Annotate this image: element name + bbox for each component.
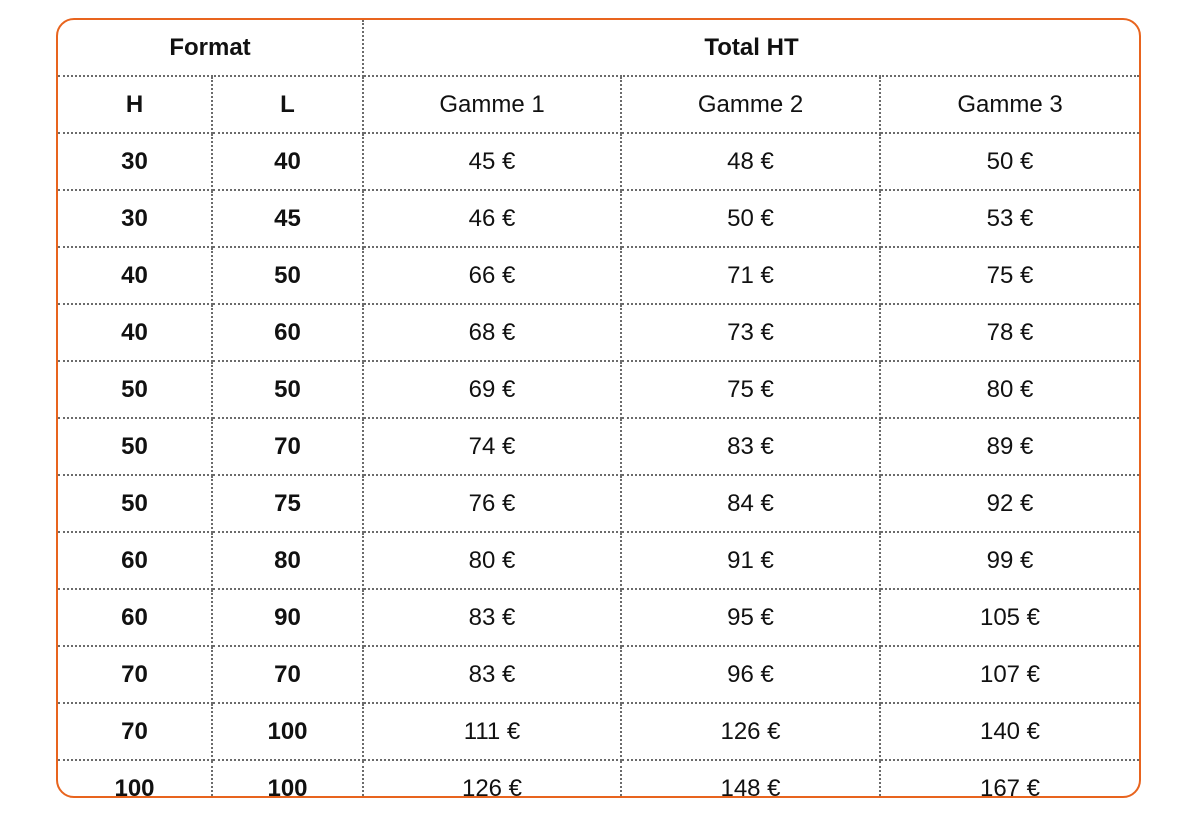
table-row — [58, 418, 1139, 475]
cell-h: 50 — [58, 475, 212, 532]
cell-gamme-1: 126 € — [363, 760, 621, 798]
cell-gamme-3: 89 € — [880, 418, 1139, 475]
cell-gamme-1: 111 € — [363, 703, 621, 760]
cell-gamme-1: 80 € — [363, 532, 621, 589]
cell-gamme-2: 75 € — [621, 361, 880, 418]
cell-l: 70 — [212, 646, 363, 703]
cell-l: 70 — [212, 418, 363, 475]
cell-gamme-2: 73 € — [621, 304, 880, 361]
table-row — [58, 190, 1139, 247]
cell-gamme-3: 105 € — [880, 589, 1139, 646]
cell-gamme-1: 45 € — [363, 133, 621, 190]
cell-l: 90 — [212, 589, 363, 646]
cell-gamme-1: 68 € — [363, 304, 621, 361]
column-header-l: L — [212, 76, 363, 133]
cell-gamme-2: 71 € — [621, 247, 880, 304]
cell-l: 50 — [212, 247, 363, 304]
cell-gamme-2: 148 € — [621, 760, 880, 798]
cell-h: 50 — [58, 361, 212, 418]
cell-l: 100 — [212, 703, 363, 760]
table-row — [58, 703, 1139, 760]
table-row — [58, 475, 1139, 532]
cell-gamme-1: 74 € — [363, 418, 621, 475]
cell-gamme-2: 48 € — [621, 133, 880, 190]
cell-l: 100 — [212, 760, 363, 798]
cell-gamme-2: 95 € — [621, 589, 880, 646]
cell-gamme-2: 96 € — [621, 646, 880, 703]
cell-gamme-2: 126 € — [621, 703, 880, 760]
cell-l: 40 — [212, 133, 363, 190]
table-row — [58, 532, 1139, 589]
cell-h: 70 — [58, 646, 212, 703]
header-group-row — [58, 20, 1139, 76]
cell-gamme-3: 140 € — [880, 703, 1139, 760]
cell-h: 40 — [58, 304, 212, 361]
cell-h: 100 — [58, 760, 212, 798]
cell-gamme-3: 75 € — [880, 247, 1139, 304]
cell-h: 70 — [58, 703, 212, 760]
table-row — [58, 304, 1139, 361]
column-header-h: H — [58, 76, 212, 133]
cell-gamme-2: 91 € — [621, 532, 880, 589]
cell-gamme-3: 99 € — [880, 532, 1139, 589]
cell-gamme-1: 46 € — [363, 190, 621, 247]
cell-l: 45 — [212, 190, 363, 247]
price-table-frame — [56, 18, 1141, 798]
format-header: Format — [58, 20, 363, 76]
cell-gamme-1: 83 € — [363, 646, 621, 703]
cell-h: 60 — [58, 532, 212, 589]
cell-l: 80 — [212, 532, 363, 589]
cell-gamme-3: 78 € — [880, 304, 1139, 361]
table-row — [58, 133, 1139, 190]
cell-h: 60 — [58, 589, 212, 646]
cell-h: 30 — [58, 133, 212, 190]
cell-h: 50 — [58, 418, 212, 475]
cell-gamme-1: 76 € — [363, 475, 621, 532]
cell-h: 30 — [58, 190, 212, 247]
cell-gamme-3: 167 € — [880, 760, 1139, 798]
cell-gamme-2: 83 € — [621, 418, 880, 475]
cell-h: 40 — [58, 247, 212, 304]
column-header-gamme-3: Gamme 3 — [880, 76, 1139, 133]
price-table — [58, 20, 1139, 798]
table-row — [58, 589, 1139, 646]
column-header-gamme-1: Gamme 1 — [363, 76, 621, 133]
table-row — [58, 646, 1139, 703]
column-header-row — [58, 76, 1139, 133]
cell-l: 60 — [212, 304, 363, 361]
cell-gamme-3: 50 € — [880, 133, 1139, 190]
cell-l: 50 — [212, 361, 363, 418]
table-row — [58, 760, 1139, 798]
cell-gamme-2: 50 € — [621, 190, 880, 247]
cell-gamme-3: 107 € — [880, 646, 1139, 703]
cell-gamme-1: 83 € — [363, 589, 621, 646]
cell-gamme-1: 66 € — [363, 247, 621, 304]
table-row — [58, 361, 1139, 418]
cell-gamme-3: 92 € — [880, 475, 1139, 532]
cell-l: 75 — [212, 475, 363, 532]
cell-gamme-3: 53 € — [880, 190, 1139, 247]
cell-gamme-2: 84 € — [621, 475, 880, 532]
table-row — [58, 247, 1139, 304]
column-header-gamme-2: Gamme 2 — [621, 76, 880, 133]
total-ht-header: Total HT — [363, 20, 1139, 76]
cell-gamme-3: 80 € — [880, 361, 1139, 418]
cell-gamme-1: 69 € — [363, 361, 621, 418]
